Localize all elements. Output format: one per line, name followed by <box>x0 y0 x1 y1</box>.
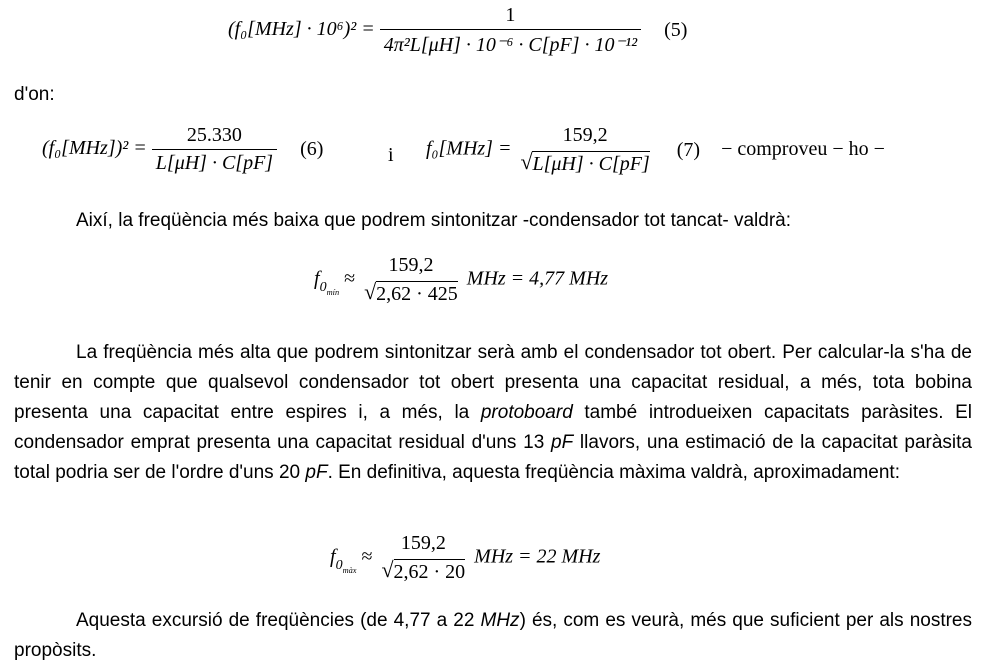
paragraph-lowest-frequency: Així, la freqüència més baixa que podrem sintonitzar -condensador tot tancat- valdrà: <box>76 210 791 231</box>
eq-min-rhs: MHz = 4,77 MHz <box>466 267 609 290</box>
eq-min-radicand: 2,62 · 425 <box>376 283 458 305</box>
eq-min-sub: 0 <box>319 279 327 295</box>
eq6-numerator: 25.330 <box>186 124 242 146</box>
eq7-sqrt <box>520 151 649 176</box>
eq-max-approx: ≈ <box>361 545 373 568</box>
eq-min-numerator: 159,2 <box>388 254 434 276</box>
eq-min-denominator <box>360 279 462 306</box>
eq-min-fraction <box>360 254 462 306</box>
eq7-lhs: f₀[MHz] = <box>426 137 512 160</box>
sqrt-icon: √ <box>520 149 533 174</box>
conjunction-i: i <box>388 144 394 166</box>
eq-max-fraction <box>378 532 470 584</box>
eq-max-sub: 0 <box>335 557 343 573</box>
eq5-tag: (5) <box>664 19 688 41</box>
eq7-denominator <box>516 149 653 176</box>
eq-min-sqrt <box>364 281 458 306</box>
p2-text-c: llavors, una estimació de la capacitat paràsita total podria ser de l'ordre d'uns 20 <box>14 432 972 483</box>
paragraph-frequency-range <box>14 606 972 666</box>
p2-pf-1: pF <box>551 432 574 453</box>
eq-max-rhs: MHz = 22 MHz <box>474 545 601 568</box>
equation-7 <box>426 124 885 176</box>
eq6-denominator: L[μH] · C[pF] <box>152 149 277 175</box>
eq-min-f: f <box>314 267 320 290</box>
eq7-note: − comproveu − ho − <box>721 137 885 160</box>
eq-max-sqrt <box>382 559 466 584</box>
don-label: d'on: <box>14 84 55 105</box>
equation-f0-min <box>314 254 608 306</box>
eq5-lhs: (f₀[MHz] · 10⁶)² = <box>228 18 375 41</box>
p3-text-b: ) és, com es veurà, més que suficient per als nostres propòsits. <box>14 610 972 661</box>
p3-text-a: Aquesta excursió de freqüències (de 4,77 a 22 <box>76 610 481 631</box>
eq5-denominator: 4π²L[μH] · 10⁻⁶ · C[pF] · 10⁻¹² <box>380 29 641 57</box>
eq-max-radicand: 2,62 · 20 <box>393 561 466 583</box>
eq5-fraction <box>380 4 641 57</box>
eq-max-denominator <box>378 557 470 584</box>
paragraph-highest-frequency <box>14 338 972 488</box>
eq-min-approx: ≈ <box>344 267 356 290</box>
eq6-fraction <box>152 124 277 175</box>
equation-f0-max <box>330 532 600 584</box>
sqrt-icon: √ <box>364 279 377 304</box>
p2-text-b: també introdueixen capacitats paràsites. El condensador emprat presenta una capacitat residual d'uns 13 <box>14 402 973 453</box>
equation-6 <box>42 124 323 175</box>
sqrt-icon: √ <box>381 557 394 582</box>
eq6-tag: (6) <box>300 138 324 160</box>
eq-max-numerator: 159,2 <box>400 532 446 554</box>
eq5-numerator: 1 <box>505 4 516 26</box>
p2-text-a: La freqüència més alta que podrem sintonitzar serà amb el condensador tot obert. Per calcular-la s'ha de tenir en compte que qualsevol condensador tot obert presenta una capacitat residual, a més, tota bobina presenta una capacitat entre espires i, a més, la <box>14 342 972 423</box>
eq7-radicand: L[μH] · C[pF] <box>532 153 650 175</box>
eq7-tag: (7) <box>676 138 701 161</box>
eq-min-subsub: mín <box>326 287 340 297</box>
p2-text-d: . En definitiva, aquesta freqüència màxima valdrà, aproximadament: <box>327 462 900 483</box>
p2-protoboard: protoboard <box>480 402 573 423</box>
eq7-fraction <box>516 124 653 176</box>
equation-5 <box>228 4 687 57</box>
eq6-lhs: (f₀[MHz])² = <box>42 137 147 160</box>
p3-mhz: MHz <box>480 610 520 631</box>
eq-max-f: f <box>330 545 336 568</box>
p2-pf-2: pF <box>305 462 328 483</box>
eq-max-subsub: màx <box>342 565 357 575</box>
eq7-numerator: 159,2 <box>562 124 608 146</box>
